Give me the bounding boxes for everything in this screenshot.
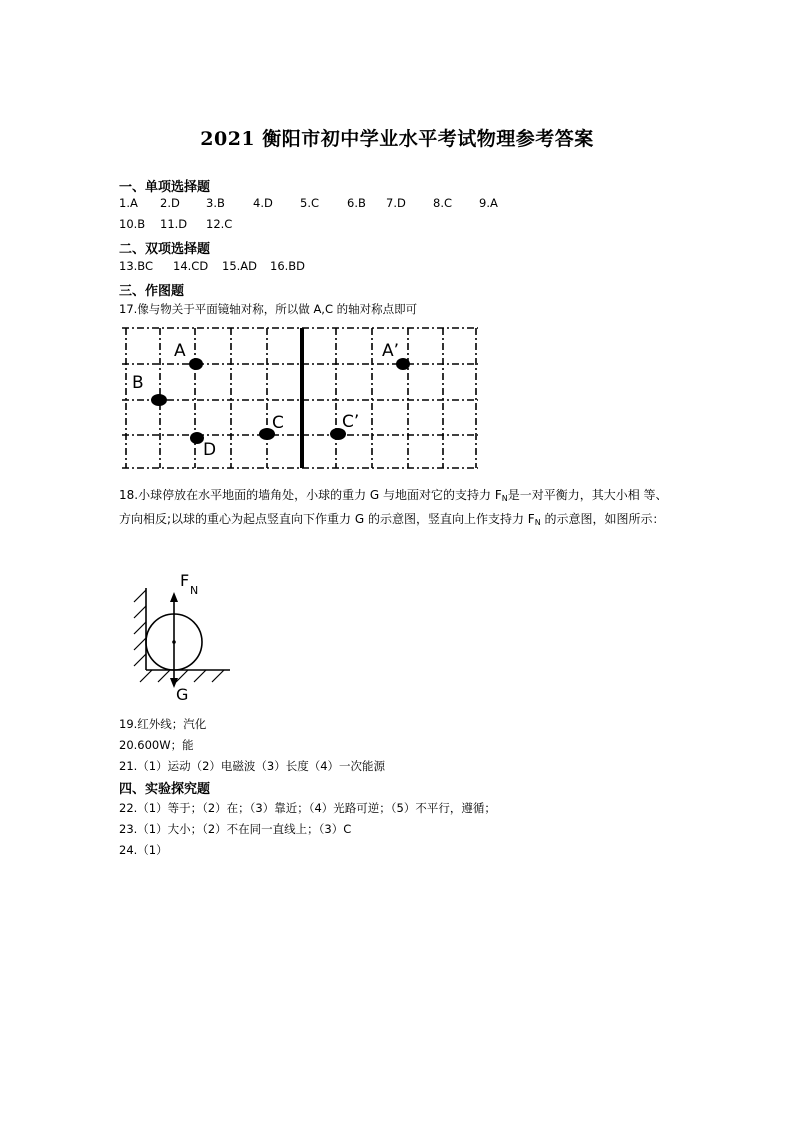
label-c: C bbox=[272, 413, 284, 433]
answer-item: 2.D bbox=[160, 196, 180, 210]
q17-text: 17.像与物关于平面镜轴对称，所以做 A,C 的轴对称点即可 bbox=[119, 302, 418, 316]
single-choice-row-2 bbox=[0, 217, 794, 233]
q19-answer: 19.红外线；汽化 bbox=[119, 717, 207, 731]
answer-item: 13.BC bbox=[119, 259, 154, 273]
answer-item: 5.C bbox=[300, 196, 320, 210]
subscript-n: N bbox=[534, 518, 541, 527]
section-heading-double-choice: 二、双项选择题 bbox=[119, 242, 211, 257]
double-choice-row bbox=[0, 259, 794, 275]
subscript-n: N bbox=[501, 494, 508, 503]
wall-hatching bbox=[134, 590, 146, 666]
label-a: A bbox=[174, 341, 186, 361]
q21-answer: 21.（1）运动（2）电磁波（3）长度（4）一次能源 bbox=[119, 759, 386, 773]
answer-item: 15.AD bbox=[222, 259, 258, 273]
answer-item: 6.B bbox=[347, 196, 366, 210]
answer-item: 1.A bbox=[119, 196, 138, 210]
answer-item: 14.CD bbox=[173, 259, 209, 273]
force-diagram bbox=[120, 568, 235, 708]
section-heading-single-choice: 一、单项选择题 bbox=[119, 180, 211, 195]
label-n-subscript: N bbox=[190, 584, 199, 597]
section-heading-drawing: 三、作图题 bbox=[119, 284, 185, 299]
section-heading-experiment: 四、实验探究题 bbox=[119, 782, 211, 797]
label-g: G bbox=[176, 685, 189, 704]
label-d: D bbox=[203, 440, 217, 460]
answer-item: 4.D bbox=[253, 196, 273, 210]
answer-item: 16.BD bbox=[270, 259, 306, 273]
page-title: 2021 衡阳市初中学业水平考试物理参考答案 bbox=[200, 128, 594, 150]
answer-item: 8.C bbox=[433, 196, 453, 210]
q18-text-part-2: 是一对平衡力，其大小相 等、方向相反;以球的重心为起点竖直向下作重力 G 的示意图，竖直向上作支持力 F bbox=[119, 488, 668, 526]
q18-text-part-1: 18.小球停放在水平地面的墙角处，小球的重力 G 与地面对它的支持力 F bbox=[119, 488, 502, 502]
point-d bbox=[190, 432, 204, 444]
q20-answer: 20.600W；能 bbox=[119, 738, 194, 752]
answer-item: 9.A bbox=[479, 196, 498, 210]
answer-item: 10.B bbox=[119, 217, 146, 231]
answer-item: 12.C bbox=[206, 217, 233, 231]
point-a bbox=[189, 358, 203, 370]
q22-answer: 22.（1）等于；（2）在；（3）靠近；（4）光路可逆；（5）不平行，遵循； bbox=[119, 801, 496, 815]
answer-item: 7.D bbox=[386, 196, 406, 210]
point-b bbox=[151, 394, 167, 406]
answer-item: 11.D bbox=[160, 217, 188, 231]
q18-text-part-3: 的示意图，如图所示： bbox=[540, 512, 665, 526]
q24-answer: 24.（1） bbox=[119, 843, 168, 857]
label-f: F bbox=[180, 571, 190, 590]
mirror-symmetry-figure bbox=[118, 324, 484, 472]
ground-hatching bbox=[140, 670, 224, 682]
single-choice-row-1 bbox=[0, 196, 794, 212]
label-c-image: C’ bbox=[342, 412, 360, 432]
label-b: B bbox=[132, 373, 144, 393]
support-force-arrowhead bbox=[170, 592, 178, 602]
q18-text bbox=[119, 485, 679, 533]
answer-item: 3.B bbox=[206, 196, 225, 210]
q23-answer: 23.（1）大小；（2）不在同一直线上；（3）C bbox=[119, 822, 352, 836]
label-a-image: A’ bbox=[382, 341, 400, 361]
